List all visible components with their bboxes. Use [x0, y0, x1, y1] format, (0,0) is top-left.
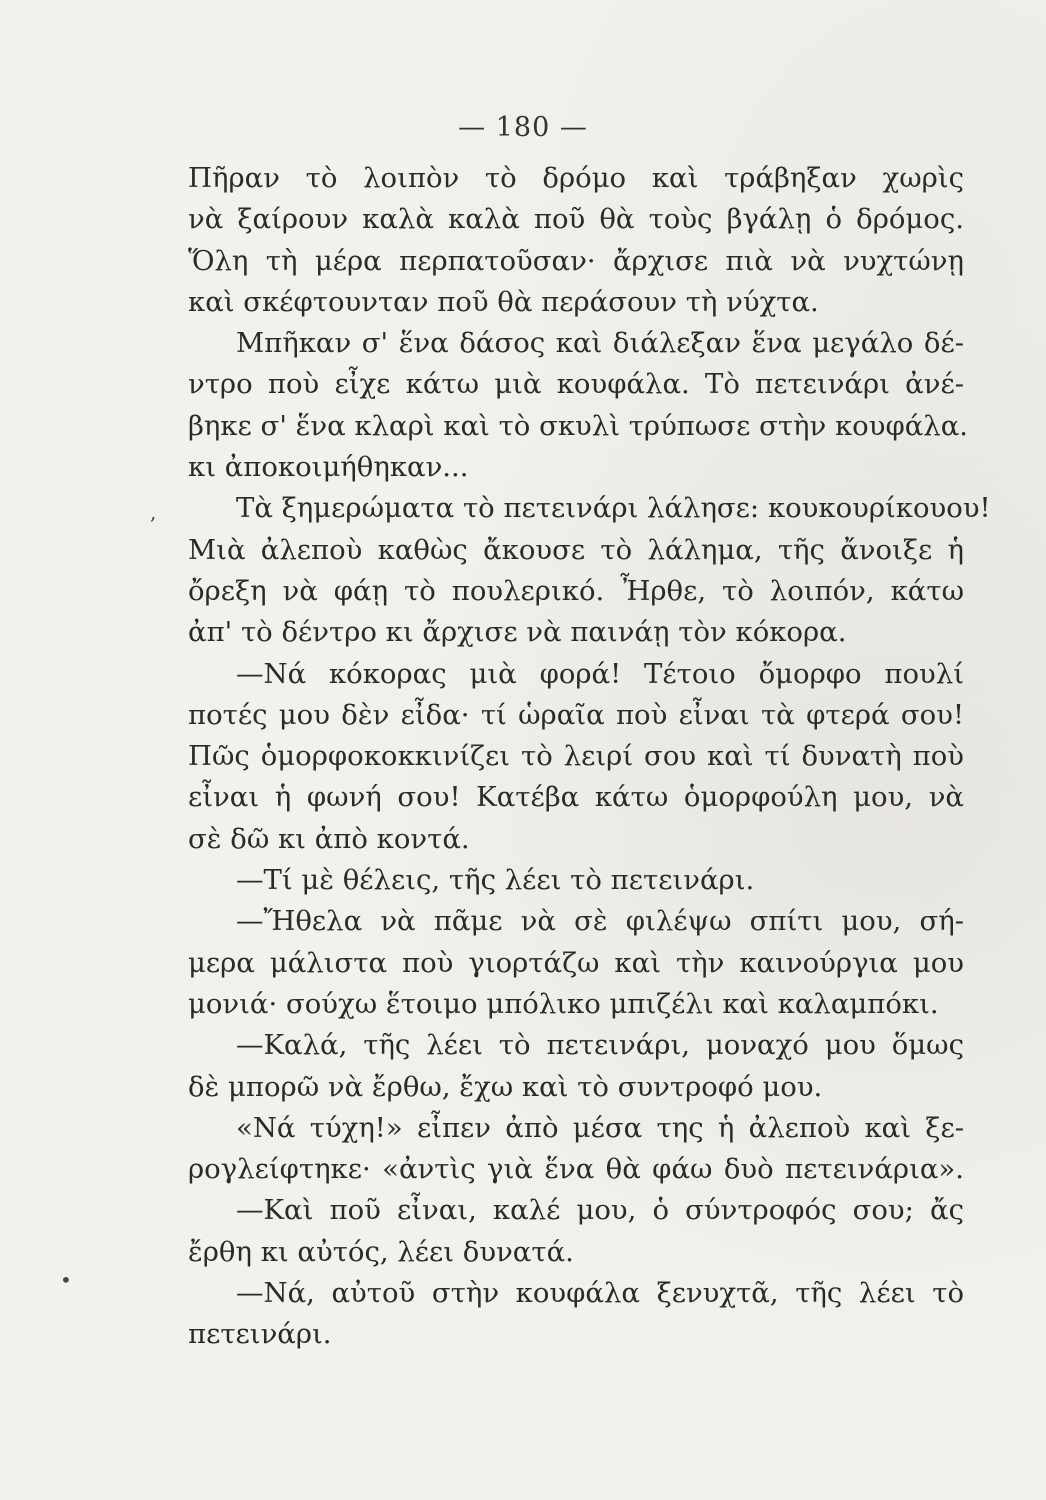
text-line: Πῶς ὁμορφοκοκκινίζει τὸ λειρί σου καὶ τί δυνατὴ ποὺ — [188, 740, 964, 773]
text-line: μερα μάλιστα ποὺ γιορτάζω καὶ τὴν καινούργια μου — [188, 946, 964, 979]
text-line: πετεινάρι. — [188, 1318, 332, 1351]
text-line: δὲ μπορῶ νὰ ἔρθω, ἔχω καὶ τὸ συντροφό μου. — [188, 1070, 823, 1103]
text-line: —Καλά, τῆς λέει τὸ πετεινάρι, μοναχό μου ὅμως — [236, 1029, 964, 1062]
text-line: κι ἀποκοιμήθηκαν... — [188, 451, 469, 484]
text-line: Τὰ ξημερώματα τὸ πετεινάρι λάλησε: κουκουρίκουου! — [236, 492, 991, 525]
text-line: σὲ δῶ κι ἀπὸ κοντά. — [188, 822, 470, 855]
page-text-block — [188, 158, 991, 1356]
text-line: Πῆραν τὸ λοιπὸν τὸ δρόμο καὶ τράβηξαν χωρὶς — [188, 162, 964, 194]
text-line: μονιά· σούχω ἕτοιμο μπόλικο μπιζέλι καὶ καλαμπόκι. — [188, 987, 939, 1020]
text-line: ἔρθη κι αὐτός, λέει δυνατά. — [188, 1235, 574, 1268]
text-line: ρογλείφτηκε· «ἀντὶς γιὰ ἕνα θὰ φάω δυὸ πετεινάρια». — [188, 1153, 964, 1186]
text-line: καὶ σκέφτουνταν ποῦ θὰ περάσουν τὴ νύχτα. — [188, 285, 819, 318]
text-line: ποτές μου δὲν εἶδα· τί ὡραῖα ποὺ εἶναι τὰ φτερά σου! — [188, 698, 964, 731]
margin-mark-dot: • — [60, 1268, 72, 1292]
text-line: ἀπ' τὸ δέντρο κι ἄρχισε νὰ παινάῃ τὸν κόκορα. — [188, 616, 847, 649]
text-line: «Νά τύχη!» εἶπεν ἀπὸ μέσα της ἡ ἀλεποὺ καὶ ξε- — [236, 1111, 964, 1144]
text-line: Μιὰ ἀλεποὺ καθὼς ἄκουσε τὸ λάλημα, τῆς ἄνοιξε ἡ — [188, 533, 964, 566]
text-line: Ὅλη τὴ μέρα περπατοῦσαν· ἄρχισε πιὰ νὰ νυχτώνῃ — [188, 244, 964, 277]
text-line: Μπῆκαν σ' ἕνα δάσος καὶ διάλεξαν ἕνα μεγάλο δέ- — [236, 327, 964, 360]
text-line: εἶναι ἡ φωνή σου! Κατέβα κάτω ὁμορφούλη μου, νὰ — [188, 781, 964, 814]
text-line: —Ἤθελα νὰ πᾶμε νὰ σὲ φιλέψω σπίτι μου, σή- — [236, 905, 964, 938]
text-line: ὄρεξη νὰ φάῃ τὸ πουλερικό. Ἦρθε, τὸ λοιπόν, κάτω — [188, 574, 964, 607]
text-line: νὰ ξαίρουν καλὰ καλὰ ποῦ θὰ τοὺς βγάλῃ ὁ δρόμος. — [188, 203, 964, 236]
text-line: —Καὶ ποῦ εἶναι, καλέ μου, ὁ σύντροφός σου; ἄς — [236, 1194, 964, 1227]
page-number: — 180 — — [458, 112, 588, 143]
text-line: —Νά, αὐτοῦ στὴν κουφάλα ξενυχτᾶ, τῆς λέει τὸ — [236, 1277, 964, 1310]
text-line: —Νά κόκορας μιὰ φορά! Τέτοιο ὄμορφο πουλί — [236, 657, 964, 690]
text-line: ντρο ποὺ εἶχε κάτω μιὰ κουφάλα. Τὸ πετεινάρι ἀνέ- — [188, 368, 964, 401]
text-line: βηκε σ' ἕνα κλαρὶ καὶ τὸ σκυλὶ τρύπωσε στὴν κουφάλα. — [188, 409, 969, 442]
text-line: —Τί μὲ θέλεις, τῆς λέει τὸ πετεινάρι. — [236, 864, 755, 897]
margin-mark-comma: , — [150, 500, 157, 524]
